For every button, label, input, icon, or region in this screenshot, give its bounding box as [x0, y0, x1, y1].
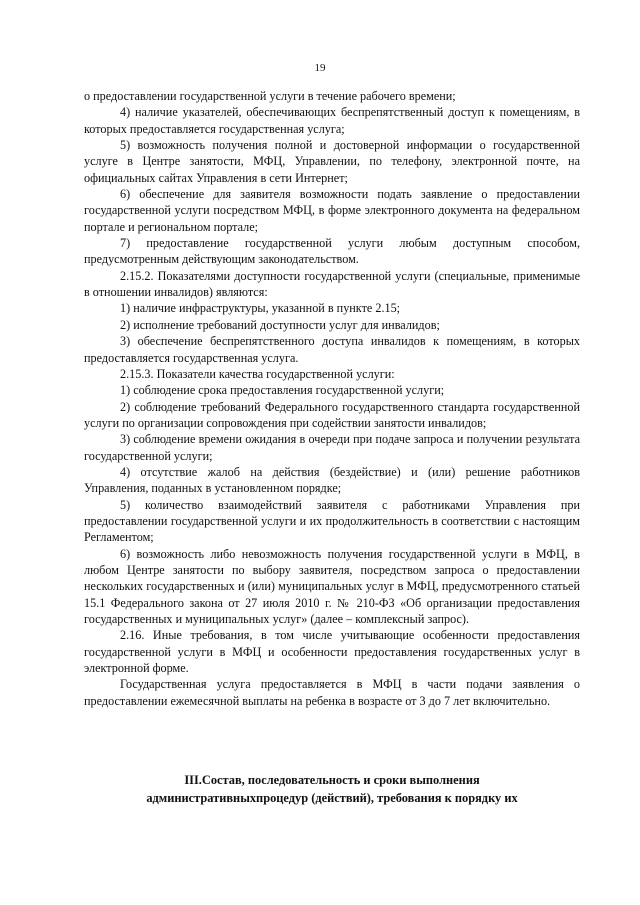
- paragraph-2-15-2-item-1: 1) наличие инфраструктуры, указанной в пункте 2.15;: [120, 301, 401, 316]
- paragraph-2-15-3-item-1: 1) соблюдение срока предоставления государственной услуги;: [120, 383, 445, 398]
- paragraph-item-5: 5) возможность получения полной и достоверной информации о государственной услуге в Центре занятости, МФЦ, Управлении, по телефону, электронной почте, на официальных сайтах Управления в сети Интернет;: [84, 138, 580, 185]
- paragraph-2-15-3-item-5: 5) количество взаимодействий заявителя с работниками Управления при предоставлении государственной услуги и их продолжительность в соответствии с настоящим Регламентом;: [84, 497, 580, 545]
- paragraph-2-15-3-item-6: 6) возможность либо невозможность получения государственной услуги в МФЦ, в любом Центре занятости по выбору заявителя, посредством запроса о предоставлении нескольких государственных и (или) муниципальных услуг в МФЦ, предусмотренного статьей 15.1 Федерального закона от 27 июля 2010 г. № 210-ФЗ «Об организации предоставления государственных и муниципальных услуг» (далее – комплексный запрос).: [84, 546, 580, 626]
- section-heading-line-2: административныхпроцедур (действий), требования к порядку их: [146, 791, 518, 805]
- section-heading: [84, 771, 580, 807]
- paragraph-2-15-2-item-3: 3) обеспечение беспрепятственного доступа инвалидов к помещениям, в которых предоставляется государственная услуга.: [84, 334, 580, 365]
- paragraph-2-15-3-item-3: 3) соблюдение времени ожидания в очереди при подаче запроса и получении результата государственной услуги;: [84, 432, 580, 463]
- paragraph-mfc-note: Государственная услуга предоставляется в МФЦ в части подачи заявления о предоставлении ежемесячной выплаты на ребенка в возрасте от 3 до 7 лет включительно.: [84, 677, 580, 708]
- paragraph-2-15-3-item-2: 2) соблюдение требований Федерального государственного стандарта государственной услуги по организации сопровождения при содействии занятости инвалидов;: [84, 399, 580, 430]
- paragraph-2-15-3: 2.15.3. Показатели качества государственной услуги:: [120, 366, 395, 381]
- page-number: 19: [314, 62, 326, 74]
- paragraph-2-15-3-item-4: 4) отсутствие жалоб на действия (бездействие) и (или) решение работников Управления, поданных в установленном порядке;: [84, 464, 580, 496]
- paragraph-2-16: 2.16. Иные требования, в том числе учитывающие особенности предоставления государственной услуги в МФЦ и особенности предоставления государственных услуг в электронной форме.: [84, 628, 580, 676]
- section-heading-line-1: III.Состав, последовательность и сроки выполнения: [184, 773, 480, 787]
- body-text: [84, 88, 580, 709]
- paragraph-2-15-2: 2.15.2. Показателями доступности государственной услуги (специальные, применимые в отношении инвалидов) являются:: [84, 268, 580, 300]
- paragraph-2-15-2-item-2: 2) исполнение требований доступности услуг для инвалидов;: [120, 317, 440, 332]
- paragraph-item-4: 4) наличие указателей, обеспечивающих беспрепятственный доступ к помещениям, в которых предоставляется государственная услуга;: [84, 105, 580, 136]
- paragraph-item-7: 7) предоставление государственной услуги любым доступным способом, предусмотренным действующим законодательством.: [84, 236, 580, 267]
- paragraph-item-6: 6) обеспечение для заявителя возможности подать заявление о предоставлении государственной услуги посредством МФЦ, в форме электронного документа на федеральном портале и региональном портале;: [84, 187, 580, 234]
- paragraph-continuation: о предоставлении государственной услуги в течение рабочего времени;: [84, 89, 456, 103]
